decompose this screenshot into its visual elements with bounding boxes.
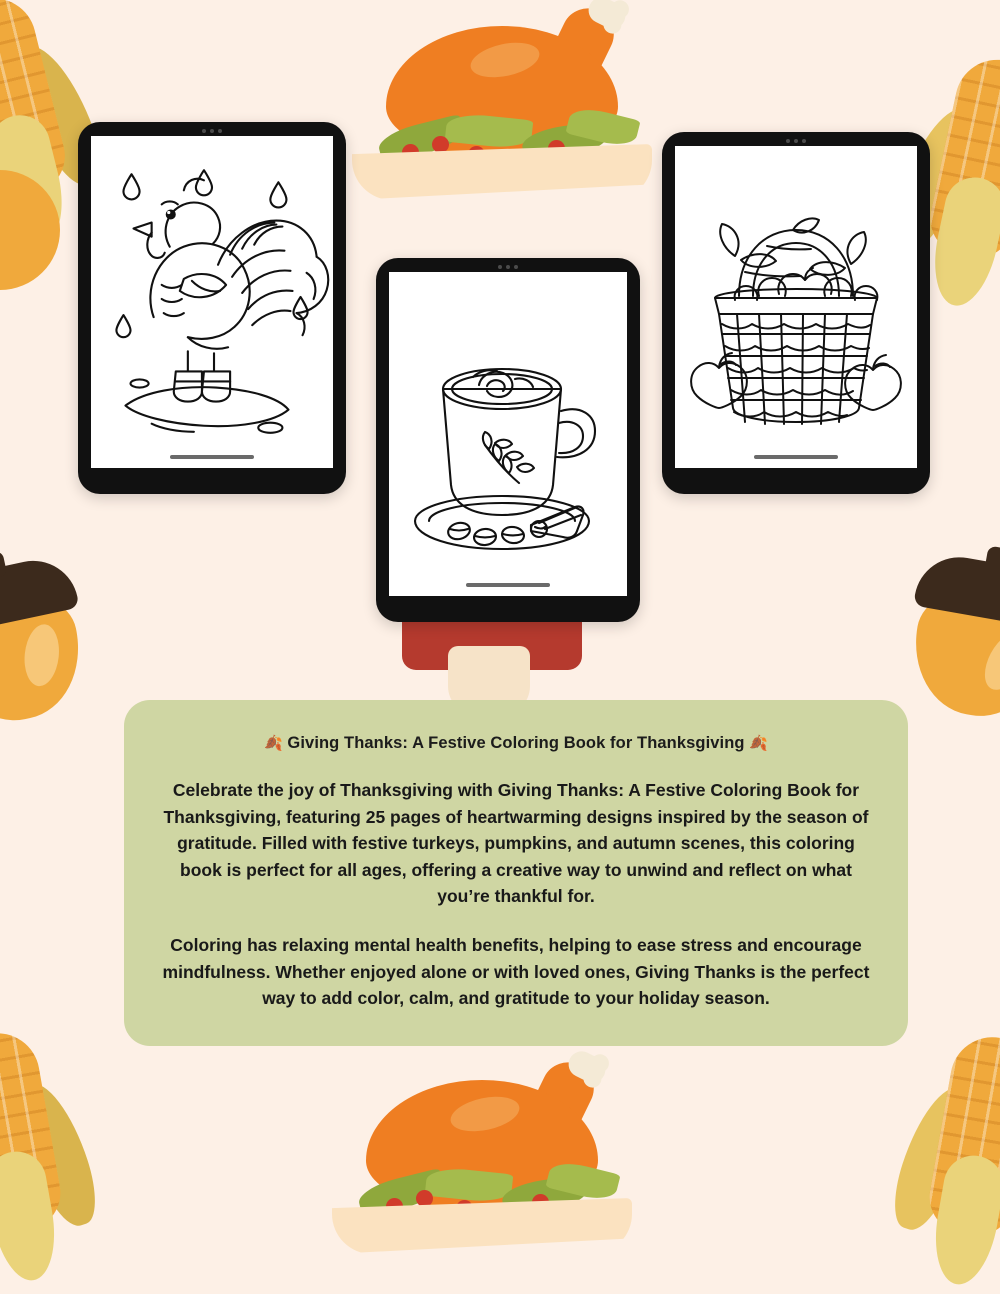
turkey-platter-top <box>352 14 652 244</box>
garnish-berry <box>416 1190 433 1207</box>
tablet-turkey[interactable] <box>78 122 346 494</box>
garnish-berry <box>432 136 449 153</box>
tablet-cocoa[interactable] <box>376 258 640 622</box>
leaf-icon-right: 🍂 <box>749 735 769 752</box>
tablet-screen[interactable] <box>675 146 917 468</box>
turkey-platter-bottom <box>332 1068 632 1294</box>
tablet-home-indicator <box>754 455 838 459</box>
garnish-leaf <box>425 1166 514 1205</box>
description-paragraph-2: Coloring has relaxing mental health benefits, helping to ease stress and encourage mindfulness. Whether enjoyed alone or with loved ones, Giving Thanks is the perfect way to add color, calm, and gratitude to your holiday season. <box>162 934 870 1009</box>
tablet-apples[interactable] <box>662 132 930 494</box>
description-paragraph-1: Celebrate the joy of Thanksgiving with Giving Thanks: A Festive Coloring Book for Thanksgiving, featuring 25 pages of heartwarming designs inspired by the season of gratitude. Filled with festive turkeys, pumpkins, and autumn scenes, this coloring book is perfect for all ages, offering a creative way to unwind and reflect on what you’re thankful for. <box>163 780 869 907</box>
tablet-camera-icon <box>786 139 806 143</box>
book-title <box>162 734 870 753</box>
book-title-text: Giving Thanks: A Festive Coloring Book for Thanksgiving <box>287 734 745 752</box>
acorn-right <box>894 544 1000 737</box>
turkey-in-rain-boots-coloring-page <box>91 136 333 468</box>
acorn-left <box>0 546 104 743</box>
garnish-leaf <box>445 112 534 151</box>
apple-basket-coloring-page <box>675 146 917 468</box>
tablet-camera-icon <box>498 265 518 269</box>
corn-bottom-left <box>0 1023 93 1290</box>
tablet-home-indicator <box>466 583 550 587</box>
tablet-screen[interactable] <box>91 136 333 468</box>
tablet-home-indicator <box>170 455 254 459</box>
tablet-camera-icon <box>202 129 222 133</box>
corn-bottom-right <box>897 1027 1000 1294</box>
description-card <box>124 700 908 1046</box>
tablet-screen[interactable] <box>389 272 627 596</box>
latte-cup-coloring-page <box>389 272 627 596</box>
leaf-icon-left: 🍂 <box>263 735 283 752</box>
